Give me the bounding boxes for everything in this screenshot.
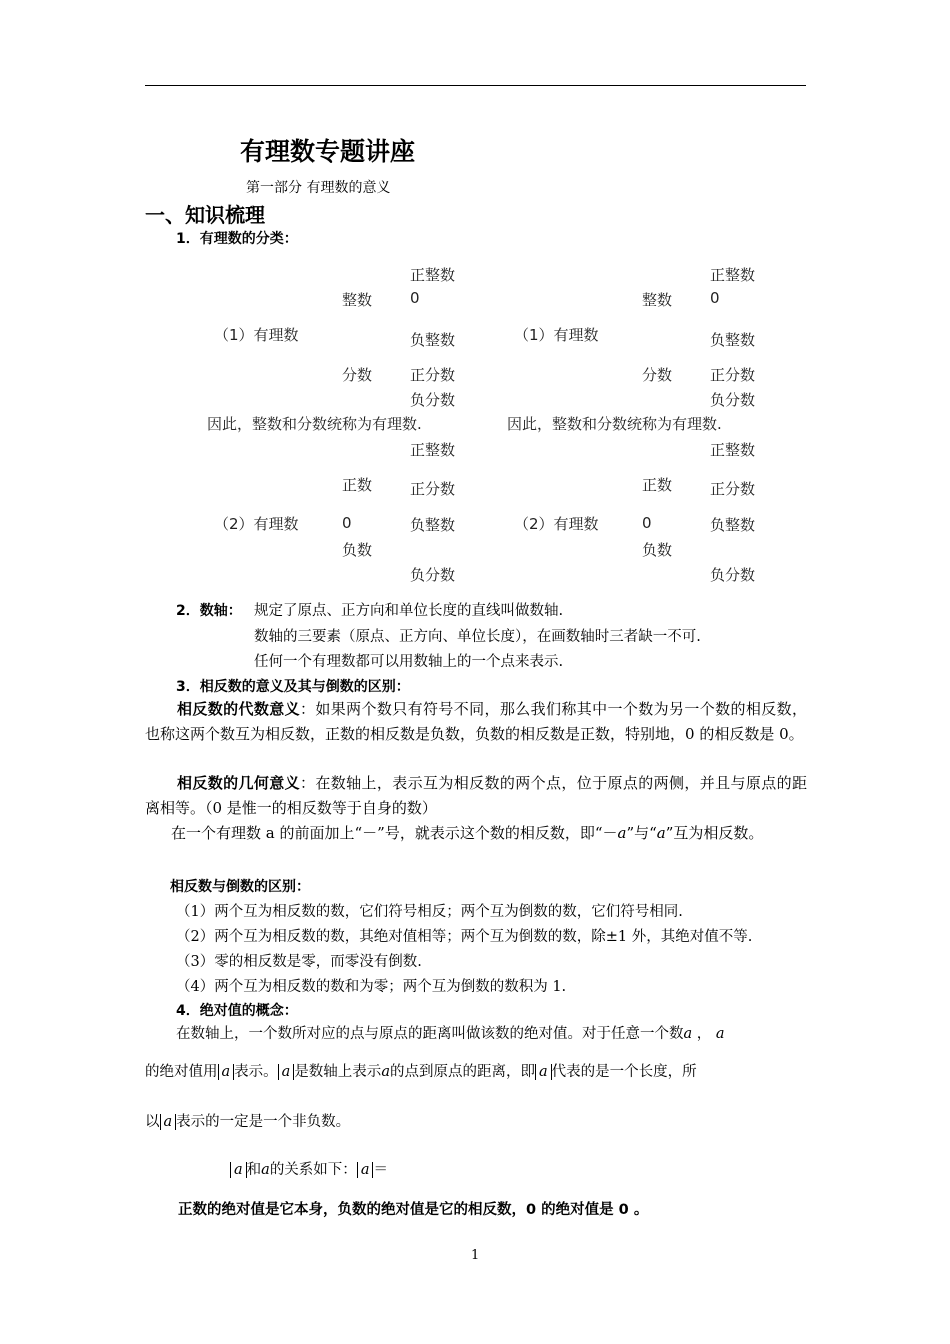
abs-a-expression: a (357, 1162, 374, 1178)
d1-zero: 0 (410, 289, 420, 307)
item2-line1: 规定了原点、正方向和单位长度的直线叫做数轴. (254, 603, 564, 619)
abs-def-t1: 在数轴上，一个数所对应的点与原点的距离叫做该数的绝对值。对于任意一个数 (176, 1026, 684, 1042)
d1c-conclusion: 因此，整数和分数统称为有理数. (507, 415, 722, 433)
geometric-meaning-text: ：在数轴上，表示互为相反数的两个点，位于原点的两侧，并且与原点的距离相等。（0 是惟一的相反数等于自身的数） (145, 774, 807, 817)
d2c-pos-int: 正整数 (710, 441, 756, 459)
var-a: a (656, 824, 666, 842)
section-heading: 一、知识梳理 (145, 203, 265, 227)
abs-def-t2: 的绝对值用 (145, 1064, 218, 1080)
d1c-zero: 0 (710, 289, 720, 307)
d2c-neg-int: 负整数 (710, 516, 756, 534)
algebraic-meaning-text: ：如果两个数只有符号不同，那么我们称其中一个数为另一个数的相反数，也称这两个数互为相反数，正数的相反数是负数，负数的相反数是正数，特别地，0 的相反数是 0。 (145, 700, 807, 743)
item2-heading: 2．数轴： (176, 603, 242, 619)
d1c-root: （1）有理数 (514, 326, 599, 344)
item3-heading: 3．相反数的意义及其与倒数的区别： (176, 679, 410, 695)
difference-item-2: （2）两个互为相反数的数，其绝对值相等；两个互为倒数的数，除±1 外，其绝对值不等. (176, 929, 753, 945)
d1-pos-int: 正整数 (410, 266, 456, 284)
abs-relation-line (230, 1158, 388, 1179)
d2c-neg-frac: 负分数 (710, 566, 756, 584)
opposite-text-b: ”与“ (626, 824, 657, 842)
page-number: 1 (471, 1248, 480, 1263)
abs-def-line1 (176, 1022, 725, 1043)
item1-heading: 1．有理数的分类： (176, 231, 298, 247)
abs-def-t8: 表示的一定是一个非负数。 (176, 1114, 351, 1130)
d1-root: （1）有理数 (214, 326, 299, 344)
difference-item-1: （1）两个互为相反数的数，它们符号相反；两个互为倒数的数，它们符号相同. (176, 904, 683, 920)
d2-pos-frac: 正分数 (410, 480, 456, 498)
d2c-positive: 正数 (642, 476, 673, 494)
item4-heading: 4．绝对值的概念： (176, 1003, 298, 1019)
d2c-negative: 负数 (642, 541, 673, 559)
abs-rel-text: 的关系如下： (269, 1162, 357, 1178)
d2-zero: 0 (342, 514, 352, 532)
var-a: a (715, 1026, 725, 1042)
opposite-number-paragraph (145, 821, 807, 846)
abs-a-expression: a (230, 1162, 247, 1178)
header-rule (145, 85, 806, 86)
d2-neg-frac: 负分数 (410, 566, 456, 584)
d2c-pos-frac: 正分数 (710, 480, 756, 498)
d1c-fraction: 分数 (642, 366, 673, 384)
algebraic-meaning-label: 相反数的代数意义 (177, 700, 300, 718)
d1-fraction: 分数 (342, 366, 373, 384)
d1c-pos-frac: 正分数 (710, 366, 756, 384)
abs-def-line3 (145, 1110, 350, 1131)
opposite-text-a: 在一个有理数 a 的前面加上“－”号，就表示这个数的相反数，即“－ (171, 824, 618, 842)
d2c-root: （2）有理数 (514, 515, 599, 533)
abs-a-expression: a (218, 1064, 235, 1080)
d1-neg-frac: 负分数 (410, 391, 456, 409)
item2-line2: 数轴的三要素（原点、正方向、单位长度），在画数轴时三者缺一不可. (254, 629, 701, 645)
page-title: 有理数专题讲座 (240, 137, 416, 166)
d1c-neg-int: 负整数 (710, 331, 756, 349)
d2-pos-int: 正整数 (410, 441, 456, 459)
d2-negative: 负数 (342, 541, 373, 559)
difference-item-4: （4）两个互为相反数的数和为零；两个互为倒数的数积为 1. (176, 979, 567, 995)
d1-conclusion: 因此，整数和分数统称为有理数. (207, 415, 422, 433)
d1-pos-frac: 正分数 (410, 366, 456, 384)
var-a: a (617, 824, 627, 842)
d1c-pos-int: 正整数 (710, 266, 756, 284)
abs-def-t5: 的点到原点的距离，即 (389, 1064, 535, 1080)
var-a: a (381, 1064, 390, 1080)
abs-def-t6: 代表的是一个长度，所 (551, 1064, 697, 1080)
algebraic-meaning-paragraph (145, 697, 807, 747)
d1c-integer: 整数 (642, 291, 673, 309)
d2-neg-int: 负整数 (410, 516, 456, 534)
page-subtitle: 第一部分 有理数的意义 (246, 180, 391, 196)
abs-summary: 正数的绝对值是它本身，负数的绝对值是它的相反数，0 的绝对值是 0 。 (178, 1202, 649, 1218)
abs-a-expression: a (535, 1064, 552, 1080)
d1-integer: 整数 (342, 291, 373, 309)
var-a: a (683, 1026, 693, 1042)
geometric-meaning-paragraph (145, 771, 807, 821)
item2-line3: 任何一个有理数都可以用数轴上的一个点来表示. (254, 654, 564, 670)
abs-def-comma: ， (696, 1026, 712, 1042)
difference-heading: 相反数与倒数的区别： (170, 879, 310, 895)
abs-def-line2 (145, 1060, 697, 1081)
d2-root: （2）有理数 (214, 515, 299, 533)
abs-def-t7: 以 (145, 1114, 160, 1130)
abs-def-t3: 表示。 (234, 1064, 278, 1080)
abs-a-expression: a (160, 1114, 177, 1130)
abs-a-expression: a (278, 1064, 295, 1080)
abs-def-t4: 是数轴上表示 (294, 1064, 382, 1080)
abs-rel-equals: ＝ (373, 1162, 388, 1178)
abs-rel-and: 和 (246, 1162, 262, 1178)
d1-neg-int: 负整数 (410, 331, 456, 349)
d2-positive: 正数 (342, 476, 373, 494)
d2c-zero: 0 (642, 514, 652, 532)
d1c-neg-frac: 负分数 (710, 391, 756, 409)
var-a: a (261, 1162, 270, 1178)
difference-item-3: （3）零的相反数是零，而零没有倒数. (176, 954, 422, 970)
opposite-text-c: ”互为相反数。 (665, 824, 764, 842)
geometric-meaning-label: 相反数的几何意义 (177, 774, 300, 792)
